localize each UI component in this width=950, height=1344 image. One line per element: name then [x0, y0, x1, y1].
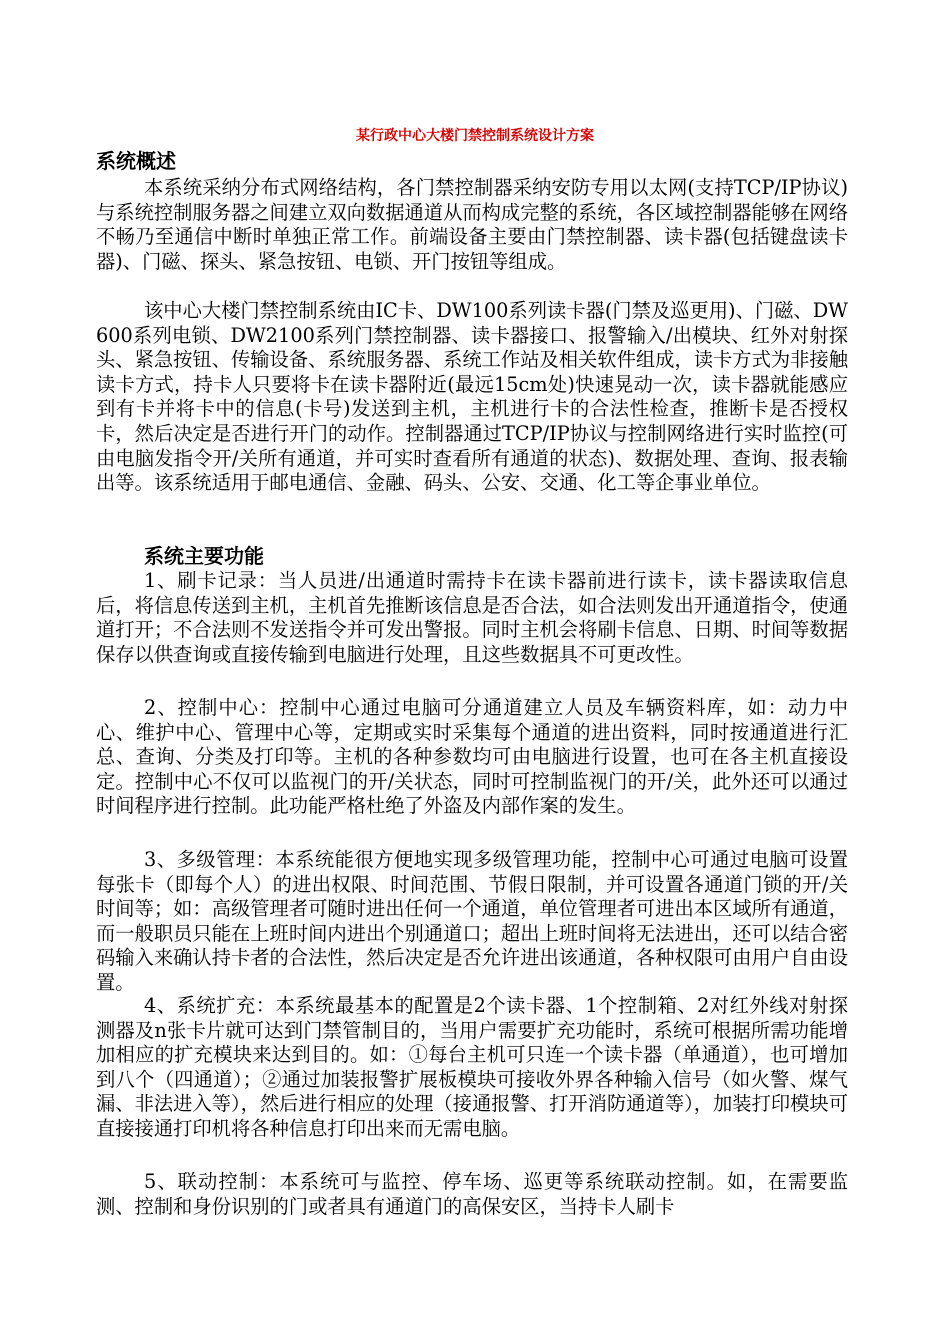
document-title: 某行政中心大楼门禁控制系统设计方案: [356, 128, 594, 144]
section-heading-overview: 系统概述: [96, 149, 176, 173]
function-paragraph-linkage: 5、联动控制：本系统可与监控、停车场、巡更等系统联动控制。如，在需要监测、控制和身份识别的门或者具有通道门的高保安区，当持卡人刷卡: [96, 1170, 848, 1218]
section-heading-functions: 系统主要功能: [144, 544, 264, 568]
function-paragraph-control-center: 2、控制中心：控制中心通过电脑可分通道建立人员及车辆资料库，如：动力中心、维护中心、管理中心等，定期或实时采集每个通道的进出资料，同时按通道进行汇总、查询、分类及打印等。主机的各种参数均可由电脑进行设置，也可在各主机直接设定。控制中心不仅可以监视门的开/关状态，同时可控制监视门的开/关，此外还可以通过时间程序进行控制。此功能严格杜绝了外盗及内部作案的发生。: [96, 696, 848, 818]
overview-paragraph-1: 本系统采纳分布式网络结构，各门禁控制器采纳安防专用以太网(支持TCP/IP协议)与系统控制服务器之间建立双向数据通道从而构成完整的系统，各区域控制器能够在网络不畅乃至通信中断时单独正常工作。前端设备主要由门禁控制器、读卡器(包括键盘读卡器)、门磁、探头、紧急按钮、电锁、开门按钮等组成。: [96, 176, 848, 273]
overview-paragraph-2: 该中心大楼门禁控制系统由IC卡、DW100系列读卡器(门禁及巡更用)、门磁、DW600系列电锁、DW2100系列门禁控制器、读卡器接口、报警输入/出模块、红外对射探头、紧急按钮、传输设备、系统服务器、系统工作站及相关软件组成，读卡方式为非接触读卡方式，持卡人只要将卡在读卡器附近(最远15cm处)快速晃动一次，读卡器就能感应到有卡并将卡中的信息(卡号)发送到主机，主机进行卡的合法性检查，推断卡是否授权卡，然后决定是否进行开门的动作。控制器通过TCP/IP协议与控制网络进行实时监控(可由电脑发指令开/关所有通道，并可实时查看所有通道的状态)、数据处理、查询、报表输出等。该系统适用于邮电通信、金融、码头、公安、交通、化工等企事业单位。: [96, 299, 848, 495]
function-paragraph-multi-level: 3、多级管理：本系统能很方便地实现多级管理功能，控制中心可通过电脑可设置每张卡（即每个人）的进出权限、时间范围、节假日限制，并可设置各通道门锁的开/关时间等；如：高级管理者可随时进出任何一个通道，单位管理者可进出本区域所有通道，而一般职员只能在上班时间内进出个别通道口；超出上班时间将无法进出，还可以结合密码输入来确认持卡者的合法性，然后决定是否允许进出该通道，各种权限可由用户自由设置。: [96, 848, 848, 994]
function-paragraph-card-record: 1、刷卡记录：当人员进/出通道时需持卡在读卡器前进行读卡，读卡器读取信息后，将信息传送到主机，主机首先推断该信息是否合法，如合法则发出开通道指令，使通道打开；不合法则不发送指令并可发出警报。同时主机会将刷卡信息、日期、时间等数据保存以供查询或直接传输到电脑进行处理，且这些数据具不可更改性。: [96, 569, 848, 666]
function-paragraph-expansion: 4、系统扩充：本系统最基本的配置是2个读卡器、1个控制箱、2对红外线对射探测器及n张卡片就可达到门禁管制目的，当用户需要扩充功能时，系统可根据所需功能增加相应的扩充模块来达到目的。如：①每台主机可只连一个读卡器（单通道），也可增加到八个（四通道）；②通过加装报警扩展板模块可接收外界各种输入信号（如火警、煤气漏、非法进入等），然后进行相应的处理（接通报警、打开消防通道等），加装打印模块可直接接通打印机将各种信息打印出来而无需电脑。: [96, 994, 848, 1140]
